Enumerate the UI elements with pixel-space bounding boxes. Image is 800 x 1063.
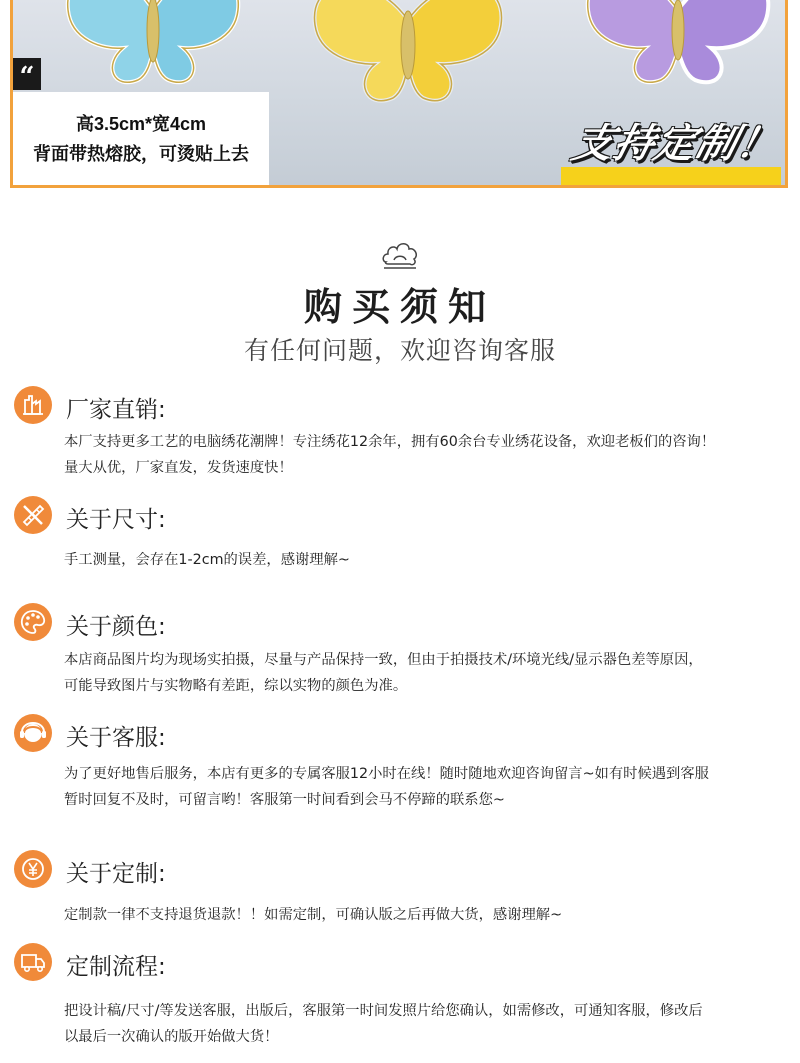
item-body-service xyxy=(64,761,786,813)
notice-title: 购买须知 xyxy=(303,284,496,329)
item-body-custom xyxy=(64,902,786,928)
headset-icon xyxy=(14,714,52,752)
item-heading-custom: 关于定制: xyxy=(66,861,166,887)
factory-icon xyxy=(14,386,52,424)
body-line: 手工测量，会存在1-2cm的误差，感谢理解~ xyxy=(64,552,350,568)
quote-mark-badge: “ xyxy=(13,58,41,90)
body-line: 为了更好地售后服务，本店有更多的专属客服12小时在线！随时随地欢迎咨询留言~如有时候遇到客服 xyxy=(64,766,709,782)
palette-icon xyxy=(14,603,52,641)
ruler-pencil-icon xyxy=(14,496,52,534)
custom-slogan: 支持定制！ xyxy=(567,121,784,167)
slogan-stripe xyxy=(561,167,781,185)
item-body-color xyxy=(64,647,786,699)
item-body-factory xyxy=(64,429,786,481)
blue-butterfly-patch xyxy=(53,0,253,100)
delivery-truck-icon xyxy=(14,943,52,981)
item-body-process xyxy=(64,998,786,1050)
body-line: 本店商品图片均为现场实拍摄，尽量与产品保持一致，但由于拍摄技术/环境光线/显示器色差等原因， xyxy=(64,652,703,668)
body-line: 把设计稿/尺寸/等发送客服，出版后，客服第一时间发照片给您确认，如需修改，可通知客服，修改后 xyxy=(64,1003,703,1019)
item-heading-size: 关于尺寸: xyxy=(66,507,166,533)
item-heading-process: 定制流程: xyxy=(66,954,166,980)
item-heading-service: 关于客服: xyxy=(66,725,166,751)
body-line: 本厂支持更多工艺的电脑绣花潮牌！专注绣花12余年，拥有60余台专业绣花设备，欢迎老板们的咨询！ xyxy=(64,434,716,450)
yellow-butterfly-patch xyxy=(303,0,513,120)
item-body-size xyxy=(64,547,786,573)
product-banner xyxy=(10,0,788,188)
notice-subtitle: 有任何问题，欢迎咨询客服 xyxy=(243,336,556,365)
backing-text: 背面带热熔胶，可烫贴上去 xyxy=(33,144,249,164)
body-line: 可能导致图片与实物略有差距，综以实物的颜色为准。 xyxy=(64,678,408,694)
item-heading-color: 关于颜色: xyxy=(66,614,166,640)
yen-icon xyxy=(14,850,52,888)
body-line: 以最后一次确认的版开始做大货！ xyxy=(64,1029,279,1045)
size-text: 高3.5cm*宽4cm xyxy=(75,114,207,134)
size-info-card xyxy=(13,92,269,185)
body-line: 定制款一律不支持退货退款！！如需定制，可确认版之后再做大货，感谢理解~ xyxy=(64,907,563,923)
body-line: 量大从优，厂家直发，发货速度快！ xyxy=(64,460,293,476)
body-line: 暂时回复不及时，可留言哟！客服第一时间看到会马不停蹄的联系您~ xyxy=(64,792,505,808)
purple-butterfly-patch xyxy=(573,0,783,100)
cloud-flower-icon xyxy=(382,238,418,270)
item-heading-factory: 厂家直销: xyxy=(66,397,166,423)
